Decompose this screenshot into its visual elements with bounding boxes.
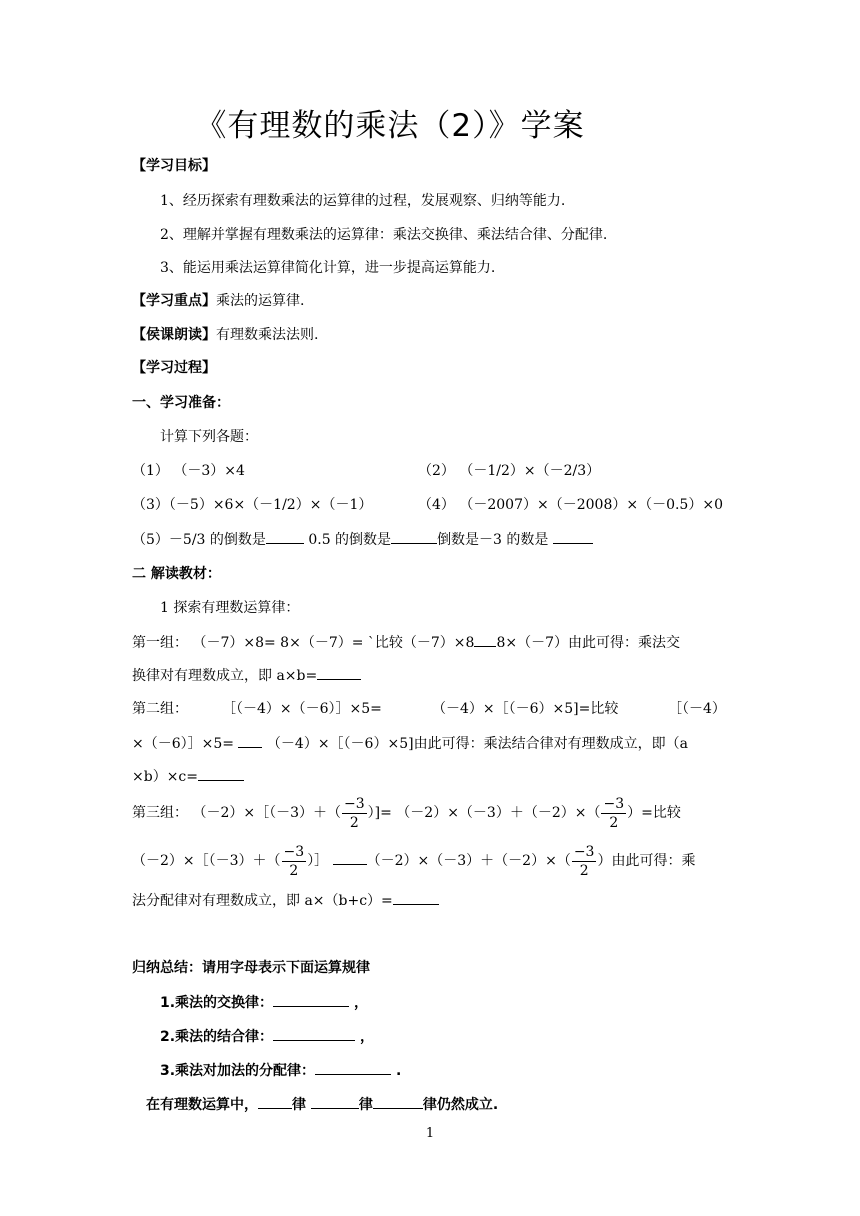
question-3: （3）（－5）×6×（－1/2）×（－1） (132, 497, 373, 513)
group3-text-a: 第三组： （－2）×［（－3）＋（ (132, 805, 341, 821)
fraction-numerator: −3 (573, 843, 595, 860)
summary-final-d: 律仍然成立. (422, 1097, 499, 1113)
prep-intro: 计算下列各题： (160, 429, 258, 445)
summary-final-a: 在有理数运算中， (146, 1097, 258, 1113)
goal-item-2: 2、理解并掌握有理数乘法的运算律：乘法交换律、乘法结合律、分配律. (160, 227, 608, 243)
answer-blank[interactable] (238, 733, 262, 748)
group3-text-f: （－2）×（－3）＋（－2）×（ (366, 853, 571, 869)
process-heading: 【学习过程】 (132, 360, 216, 376)
fraction (572, 843, 597, 880)
group3-line2 (132, 841, 695, 881)
question-5-part-c: 倒数是－3 的数是 (437, 532, 553, 548)
answer-blank[interactable] (311, 1094, 359, 1109)
summary-item-1 (160, 992, 368, 1013)
read-heading: 二 解读教材： (132, 566, 221, 582)
goals-heading: 【学习目标】 (132, 158, 216, 174)
answer-blank[interactable] (273, 1026, 355, 1041)
answer-blank[interactable] (474, 632, 496, 647)
fraction (342, 795, 367, 832)
answer-blank[interactable] (553, 529, 593, 544)
fraction-denominator: 2 (289, 862, 299, 879)
fraction-denominator: 2 (579, 862, 589, 879)
summary-item-3-label: 3.乘法对加法的分配律： (160, 1063, 316, 1079)
group2-line3 (132, 766, 244, 787)
answer-blank[interactable] (393, 890, 439, 905)
group1-line2 (132, 665, 361, 686)
preread-label: 【侯课朗读】 (132, 327, 216, 343)
group3-text-c: ）=比较 (627, 805, 681, 821)
focus-text: 乘法的运算律. (216, 293, 305, 309)
group2-text-a: ×（－6）］×5= (132, 736, 235, 752)
fraction-numerator: −3 (603, 795, 625, 812)
group3-text-e: ）］ (307, 853, 329, 869)
question-2: （2） （－1/2）×（－2/3） (418, 463, 601, 479)
group1-text-a: 第一组： （－7）×8= 8×（－7）= `比较（－7）×8 (132, 635, 475, 651)
group3-text-b: ）]= （－2）×（－3）＋（－2）×（ (367, 805, 601, 821)
fraction-denominator: 2 (349, 814, 359, 831)
summary-final (146, 1094, 498, 1115)
summary-final-b: 律 (292, 1097, 311, 1113)
group3-line1 (132, 793, 681, 833)
summary-item-1-end: ， (353, 995, 368, 1011)
read-subheading: 1 探索有理数运算律： (160, 600, 300, 616)
question-5 (132, 529, 593, 550)
answer-blank[interactable] (198, 766, 244, 781)
summary-final-c: 律 (358, 1097, 373, 1113)
group2-line1b: ［（－4）×（－6）］×5= (222, 701, 382, 717)
summary-item-2-end: ， (359, 1029, 374, 1045)
prep-heading: 一、学习准备： (132, 395, 230, 411)
focus-label: 【学习重点】 (132, 293, 216, 309)
fraction-denominator: 2 (609, 814, 619, 831)
group1-line1 (132, 632, 680, 653)
group2-line1d: ［（－4） (668, 701, 726, 717)
group3-line3 (132, 890, 439, 911)
group3-text-g: ）由此可得：乘 (597, 853, 696, 869)
focus-line (132, 291, 304, 311)
answer-blank[interactable] (391, 529, 437, 544)
question-5-part-a: （5）－5/3 的倒数是 (132, 532, 266, 548)
summary-heading: 归纳总结：请用字母表示下面运算规律 (132, 960, 370, 976)
goal-item-3: 3、能运用乘法运算律简化计算，进一步提高运算能力. (160, 260, 496, 276)
preread-line (132, 325, 318, 345)
fraction (601, 795, 626, 832)
fraction-numerator: −3 (344, 795, 365, 812)
page-title: 《有理数的乘法（2）》学案 (195, 108, 585, 144)
group1-text-c: 换律对有理数成立，即 a×b= (132, 668, 318, 684)
question-4: （4） （－2007）×（－2008）×（－0.5）×0 (418, 497, 723, 513)
group2-line1c: （－4）×［（－6）×5]=比较 (432, 701, 619, 717)
answer-blank[interactable] (317, 665, 361, 680)
fraction (282, 843, 307, 880)
answer-blank[interactable] (273, 992, 349, 1007)
summary-item-2 (160, 1026, 374, 1047)
preread-text: 有理数乘法法则. (216, 327, 319, 343)
fraction-numerator: −3 (283, 843, 305, 860)
summary-item-3 (160, 1060, 401, 1081)
group1-text-b: 8×（－7）由此可得：乘法交 (496, 635, 680, 651)
answer-blank[interactable] (266, 529, 304, 544)
summary-item-3-end: . (395, 1063, 402, 1079)
group2-line2 (132, 733, 688, 754)
answer-blank[interactable] (315, 1060, 391, 1075)
question-5-part-b: 0.5 的倒数是 (303, 532, 392, 548)
group3-text-d: （－2）×［（－3）＋（ (132, 853, 281, 869)
group3-text-h: 法分配律对有理数成立，即 a×（b+c）= (132, 893, 393, 909)
summary-item-1-label: 1.乘法的交换律： (160, 995, 274, 1011)
answer-blank[interactable] (258, 1094, 292, 1109)
group2-text-c: ×b）×c= (132, 769, 198, 785)
group2-text-b: （－4）×［（－6）×5]由此可得：乘法结合律对有理数成立，即（a (266, 736, 688, 752)
goal-item-1: 1、经历探索有理数乘法的运算律的过程，发展观察、归纳等能力. (160, 193, 566, 209)
page-number: 1 (425, 1126, 435, 1141)
answer-blank[interactable] (373, 1094, 423, 1109)
summary-item-2-label: 2.乘法的结合律： (160, 1029, 274, 1045)
question-1: （1） （－3）×4 (132, 463, 245, 479)
answer-blank[interactable] (333, 850, 367, 865)
group2-line1a: 第二组： (132, 701, 188, 717)
